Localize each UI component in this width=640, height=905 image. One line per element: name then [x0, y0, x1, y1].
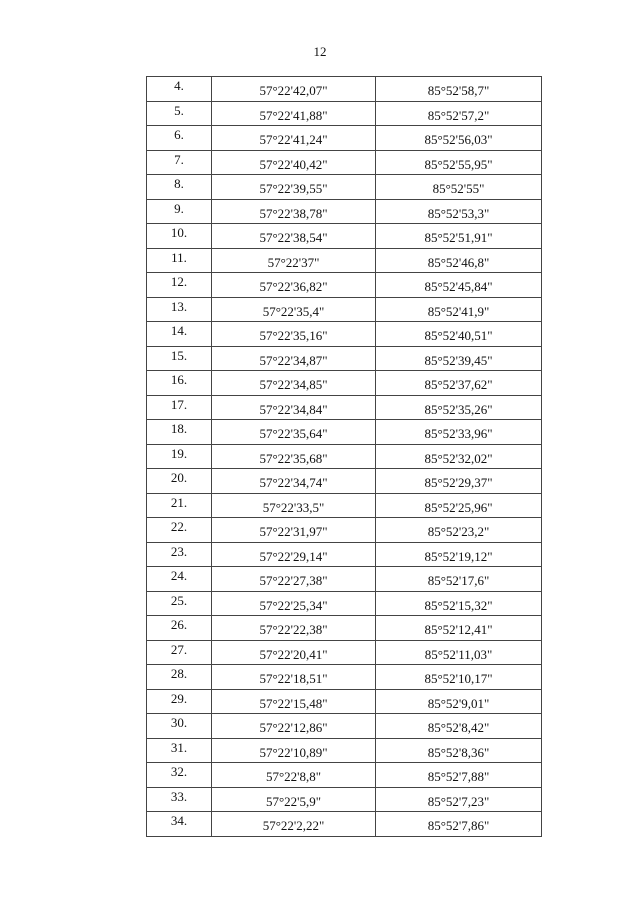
point-number-cell: [147, 640, 212, 665]
latitude-cell: [212, 665, 376, 690]
point-number-cell-text: 15.: [170, 347, 188, 363]
latitude-cell: [212, 542, 376, 567]
longitude-cell: [376, 689, 542, 714]
point-number-cell: [147, 297, 212, 322]
latitude-cell-text: 57°22'39,55": [259, 181, 328, 197]
latitude-cell: [212, 567, 376, 592]
longitude-cell: [376, 591, 542, 616]
point-number-cell: [147, 101, 212, 126]
point-number-cell: [147, 542, 212, 567]
point-number-cell: [147, 346, 212, 371]
point-number-cell-text: 27.: [170, 641, 188, 657]
latitude-cell: [212, 493, 376, 518]
latitude-cell-text: 57°22'42,07": [259, 83, 328, 99]
latitude-cell-text: 57°22'33,5": [262, 499, 325, 515]
point-number-cell-text: 23.: [170, 543, 188, 559]
table-row: [147, 150, 542, 175]
longitude-cell: [376, 763, 542, 788]
longitude-cell-text: 85°52'23,2": [427, 524, 490, 540]
longitude-cell: [376, 812, 542, 837]
longitude-cell-text: 85°52'55,95": [424, 156, 493, 172]
longitude-cell-text: 85°52'8,36": [427, 744, 490, 760]
latitude-cell: [212, 101, 376, 126]
table-row: [147, 101, 542, 126]
point-number-cell-text: 29.: [170, 690, 188, 706]
longitude-cell: [376, 175, 542, 200]
point-number-cell: [147, 787, 212, 812]
point-number-cell-text: 30.: [170, 715, 188, 731]
latitude-cell-text: 57°22'31,97": [259, 524, 328, 540]
table-row: [147, 297, 542, 322]
table-row: [147, 738, 542, 763]
table-row: [147, 175, 542, 200]
point-number-cell: [147, 371, 212, 396]
latitude-cell-text: 57°22'12,86": [259, 720, 328, 736]
latitude-cell-text: 57°22'8,8": [265, 769, 322, 785]
table-row: [147, 248, 542, 273]
latitude-cell: [212, 812, 376, 837]
longitude-cell: [376, 150, 542, 175]
point-number-cell: [147, 763, 212, 788]
point-number-cell-text: 10.: [170, 225, 188, 241]
table-row: [147, 273, 542, 298]
longitude-cell: [376, 224, 542, 249]
longitude-cell-text: 85°52'7,23": [427, 793, 490, 809]
latitude-cell: [212, 297, 376, 322]
table-row: [147, 469, 542, 494]
longitude-cell-text: 85°52'7,88": [427, 769, 490, 785]
table-row: [147, 640, 542, 665]
point-number-cell: [147, 591, 212, 616]
longitude-cell-text: 85°52'56,03": [424, 132, 493, 148]
point-number-cell-text: 31.: [170, 739, 188, 755]
table-row: [147, 689, 542, 714]
latitude-cell: [212, 518, 376, 543]
latitude-cell: [212, 199, 376, 224]
latitude-cell-text: 57°22'25,34": [259, 597, 328, 613]
latitude-cell-text: 57°22'20,41": [259, 646, 328, 662]
latitude-cell-text: 57°22'34,87": [259, 352, 328, 368]
point-number-cell-text: 6.: [174, 127, 184, 143]
latitude-cell: [212, 322, 376, 347]
latitude-cell-text: 57°22'10,89": [259, 744, 328, 760]
point-number-cell-text: 11.: [171, 249, 187, 265]
point-number-cell: [147, 567, 212, 592]
latitude-cell-text: 57°22'15,48": [259, 695, 328, 711]
point-number-cell: [147, 420, 212, 445]
table-row: [147, 591, 542, 616]
point-number-cell: [147, 150, 212, 175]
latitude-cell: [212, 787, 376, 812]
table-row: [147, 444, 542, 469]
point-number-cell-text: 19.: [170, 445, 188, 461]
longitude-cell: [376, 273, 542, 298]
point-number-cell: [147, 518, 212, 543]
latitude-cell-text: 57°22'2,22": [262, 818, 325, 834]
latitude-cell: [212, 248, 376, 273]
latitude-cell-text: 57°22'34,84": [259, 401, 328, 417]
point-number-cell: [147, 812, 212, 837]
latitude-cell: [212, 371, 376, 396]
point-number-cell: [147, 738, 212, 763]
table-row: [147, 493, 542, 518]
point-number-cell: [147, 322, 212, 347]
latitude-cell-text: 57°22'41,88": [259, 107, 328, 123]
table-row: [147, 395, 542, 420]
longitude-cell: [376, 493, 542, 518]
longitude-cell: [376, 420, 542, 445]
latitude-cell-text: 57°22'5,9": [265, 793, 322, 809]
latitude-cell-text: 57°22'22,38": [259, 622, 328, 638]
longitude-cell: [376, 297, 542, 322]
longitude-cell-text: 85°52'29,37": [424, 475, 493, 491]
latitude-cell-text: 57°22'41,24": [259, 132, 328, 148]
point-number-cell-text: 32.: [170, 764, 188, 780]
latitude-cell: [212, 640, 376, 665]
point-number-cell-text: 33.: [170, 788, 188, 804]
latitude-cell: [212, 689, 376, 714]
point-number-cell-text: 14.: [170, 323, 188, 339]
latitude-cell: [212, 150, 376, 175]
point-number-cell-text: 9.: [174, 200, 184, 216]
longitude-cell: [376, 126, 542, 151]
longitude-cell-text: 85°52'58,7": [427, 83, 490, 99]
latitude-cell: [212, 738, 376, 763]
point-number-cell-text: 5.: [174, 102, 184, 118]
longitude-cell: [376, 371, 542, 396]
latitude-cell-text: 57°22'38,78": [259, 205, 328, 221]
latitude-cell-text: 57°22'35,16": [259, 328, 328, 344]
longitude-cell: [376, 567, 542, 592]
latitude-cell-text: 57°22'35,68": [259, 450, 328, 466]
point-number-cell: [147, 469, 212, 494]
table-row: [147, 542, 542, 567]
longitude-cell-text: 85°52'10,17": [424, 671, 493, 687]
latitude-cell: [212, 273, 376, 298]
longitude-cell-text: 85°52'25,96": [424, 499, 493, 515]
longitude-cell-text: 85°52'9,01": [427, 695, 490, 711]
latitude-cell: [212, 444, 376, 469]
point-number-cell-text: 25.: [170, 592, 188, 608]
latitude-cell-text: 57°22'36,82": [259, 279, 328, 295]
latitude-cell: [212, 395, 376, 420]
point-number-cell-text: 12.: [170, 274, 188, 290]
latitude-cell-text: 57°22'34,85": [259, 377, 328, 393]
point-number-cell: [147, 175, 212, 200]
table-row: [147, 665, 542, 690]
longitude-cell-text: 85°52'39,45": [424, 352, 493, 368]
latitude-cell: [212, 77, 376, 102]
table-row: [147, 616, 542, 641]
table-row: [147, 567, 542, 592]
longitude-cell-text: 85°52'7,86": [427, 818, 490, 834]
point-number-cell-text: 13.: [170, 298, 188, 314]
longitude-cell-text: 85°52'55": [432, 181, 485, 197]
point-number-cell: [147, 126, 212, 151]
point-number-cell-text: 22.: [170, 519, 188, 535]
latitude-cell-text: 57°22'38,54": [259, 230, 328, 246]
longitude-cell-text: 85°52'53,3": [427, 205, 490, 221]
longitude-cell: [376, 542, 542, 567]
longitude-cell: [376, 77, 542, 102]
point-number-cell-text: 20.: [170, 470, 188, 486]
latitude-cell: [212, 420, 376, 445]
point-number-cell: [147, 493, 212, 518]
latitude-cell: [212, 175, 376, 200]
latitude-cell-text: 57°22'27,38": [259, 573, 328, 589]
latitude-cell: [212, 591, 376, 616]
longitude-cell-text: 85°52'35,26": [424, 401, 493, 417]
longitude-cell: [376, 248, 542, 273]
point-number-cell: [147, 714, 212, 739]
latitude-cell-text: 57°22'35,64": [259, 426, 328, 442]
table-row: [147, 787, 542, 812]
point-number-cell: [147, 395, 212, 420]
longitude-cell: [376, 101, 542, 126]
longitude-cell-text: 85°52'46,8": [427, 254, 490, 270]
table-row: [147, 763, 542, 788]
point-number-cell: [147, 444, 212, 469]
table-row: [147, 371, 542, 396]
point-number-cell: [147, 77, 212, 102]
table-row: [147, 812, 542, 837]
point-number-cell-text: 17.: [170, 396, 188, 412]
longitude-cell: [376, 469, 542, 494]
table-row: [147, 322, 542, 347]
table-row: [147, 77, 542, 102]
longitude-cell: [376, 714, 542, 739]
longitude-cell: [376, 518, 542, 543]
latitude-cell: [212, 763, 376, 788]
longitude-cell: [376, 616, 542, 641]
longitude-cell: [376, 199, 542, 224]
latitude-cell-text: 57°22'18,51": [259, 671, 328, 687]
latitude-cell-text: 57°22'29,14": [259, 548, 328, 564]
table-row: [147, 199, 542, 224]
longitude-cell-text: 85°52'51,91": [424, 230, 493, 246]
longitude-cell-text: 85°52'40,51": [424, 328, 493, 344]
table-row: [147, 126, 542, 151]
latitude-cell: [212, 469, 376, 494]
point-number-cell-text: 34.: [170, 813, 188, 829]
longitude-cell: [376, 787, 542, 812]
longitude-cell: [376, 444, 542, 469]
point-number-cell-text: 8.: [174, 176, 184, 192]
longitude-cell-text: 85°52'17,6": [427, 573, 490, 589]
latitude-cell: [212, 224, 376, 249]
page-number: 12: [313, 44, 327, 59]
longitude-cell-text: 85°52'45,84": [424, 279, 493, 295]
table-row: [147, 518, 542, 543]
table-row: [147, 714, 542, 739]
longitude-cell-text: 85°52'32,02": [424, 450, 493, 466]
latitude-cell-text: 57°22'37": [267, 254, 320, 270]
longitude-cell-text: 85°52'12,41": [424, 622, 493, 638]
longitude-cell-text: 85°52'19,12": [424, 548, 493, 564]
table-row: [147, 224, 542, 249]
point-number-cell-text: 18.: [170, 421, 188, 437]
point-number-cell-text: 21.: [170, 494, 188, 510]
point-number-cell: [147, 616, 212, 641]
point-number-cell: [147, 273, 212, 298]
point-number-cell-text: 4.: [174, 78, 184, 94]
latitude-cell: [212, 126, 376, 151]
latitude-cell-text: 57°22'34,74": [259, 475, 328, 491]
point-number-cell: [147, 665, 212, 690]
longitude-cell: [376, 322, 542, 347]
longitude-cell-text: 85°52'8,42": [427, 720, 490, 736]
coordinates-table: [146, 76, 542, 837]
longitude-cell-text: 85°52'33,96": [424, 426, 493, 442]
point-number-cell: [147, 689, 212, 714]
point-number-cell-text: 24.: [170, 568, 188, 584]
longitude-cell: [376, 665, 542, 690]
longitude-cell-text: 85°52'37,62": [424, 377, 493, 393]
point-number-cell-text: 26.: [170, 617, 188, 633]
point-number-cell: [147, 224, 212, 249]
point-number-cell-text: 16.: [170, 372, 188, 388]
longitude-cell: [376, 395, 542, 420]
latitude-cell: [212, 616, 376, 641]
point-number-cell: [147, 199, 212, 224]
latitude-cell-text: 57°22'35,4": [262, 303, 325, 319]
latitude-cell: [212, 714, 376, 739]
point-number-cell: [147, 248, 212, 273]
latitude-cell-text: 57°22'40,42": [259, 156, 328, 172]
table-row: [147, 420, 542, 445]
longitude-cell-text: 85°52'11,03": [424, 646, 493, 662]
longitude-cell: [376, 640, 542, 665]
longitude-cell-text: 85°52'41,9": [427, 303, 490, 319]
table-row: [147, 346, 542, 371]
longitude-cell: [376, 346, 542, 371]
point-number-cell-text: 28.: [170, 666, 188, 682]
point-number-cell-text: 7.: [174, 151, 184, 167]
latitude-cell: [212, 346, 376, 371]
longitude-cell-text: 85°52'15,32": [424, 597, 493, 613]
coordinates-table-body: [147, 77, 542, 837]
longitude-cell-text: 85°52'57,2": [427, 107, 490, 123]
longitude-cell: [376, 738, 542, 763]
